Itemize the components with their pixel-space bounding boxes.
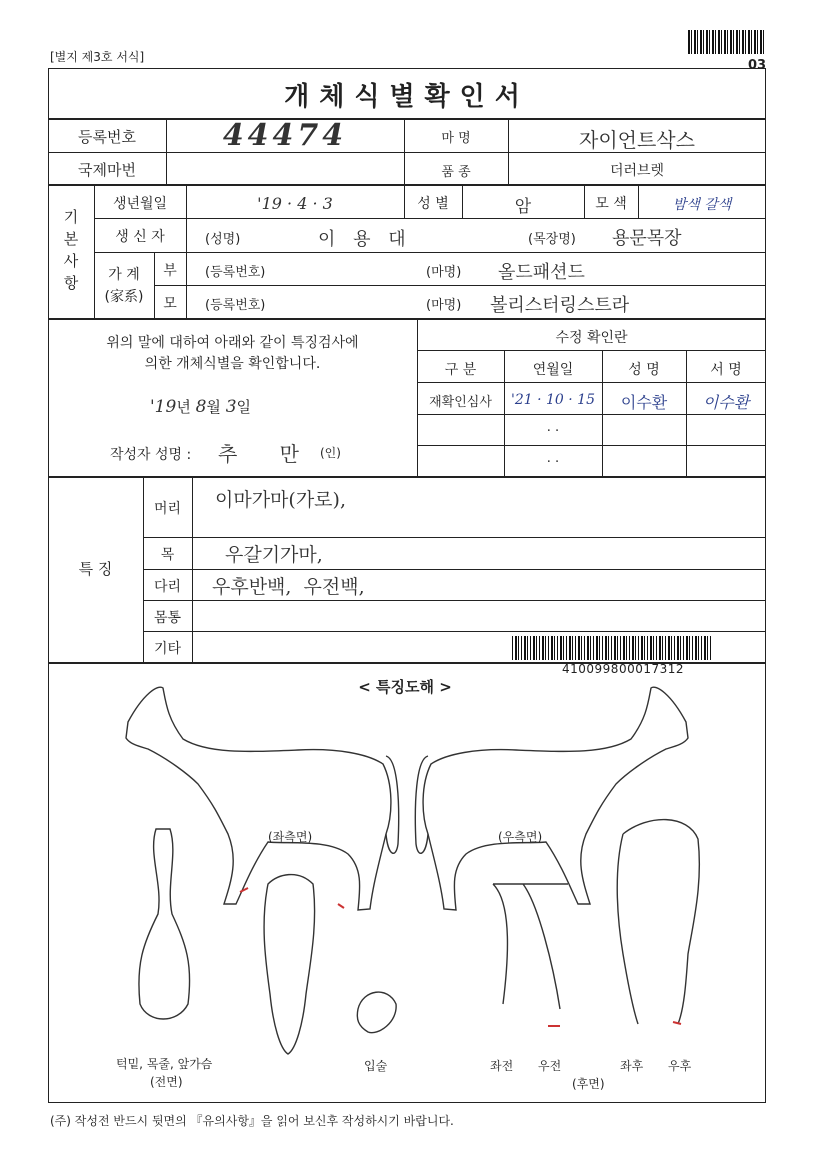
front-right-label: 우전 (538, 1059, 562, 1073)
feature-head-value: 이마가마(가로), (215, 489, 346, 511)
lips-label: 입술 (364, 1059, 388, 1073)
farm-label: (목장명) (528, 232, 576, 247)
confirm-date: '19년 8월 3일 (150, 397, 252, 417)
hind-left-label: 좌후 (620, 1059, 644, 1073)
dam-name-label: (마명) (426, 298, 462, 313)
chest-view (139, 829, 190, 1019)
revision-row-date: · · (546, 455, 560, 470)
feature-etc-label: 기타 (153, 641, 182, 657)
revision-row-type: 재확인심사 (429, 395, 492, 410)
diagram-title: < 특징도해 > (358, 678, 452, 696)
sex-label: 성 별 (417, 196, 449, 212)
rear-view-label: (후면) (572, 1077, 605, 1091)
rear-view (617, 820, 699, 1024)
basic-section-label: 기 본 사 항 (63, 208, 79, 292)
statement-line2: 의한 개체식별을 확인합니다. (144, 356, 321, 372)
revision-col-type: 구 분 (444, 362, 477, 378)
revision-row-date: '21 · 10 · 15 (511, 392, 595, 408)
footer-note: (주) 작성전 반드시 뒷면의 『유의사항』을 읽어 보신후 작성하시기 바랍니다. (50, 1114, 454, 1128)
pedigree-label: 가 계 (家系) (104, 267, 144, 305)
head-front-view (264, 875, 315, 1054)
breed-label: 품 종 (441, 165, 471, 180)
revision-row-name: 이수환 (620, 393, 668, 412)
sire-name-value: 올드패션드 (498, 262, 585, 283)
hind-right-label: 우후 (668, 1059, 692, 1073)
page-number: 03 (748, 58, 767, 73)
feature-body-label: 몸통 (153, 610, 182, 626)
feature-head-label: 머리 (153, 501, 182, 517)
revision-col-date: 연월일 (532, 362, 574, 378)
sire-label: 부 (163, 263, 177, 279)
dam-label: 모 (163, 296, 177, 312)
sire-name-label: (마명) (426, 265, 462, 280)
revision-row-sign: 이수환 (702, 393, 750, 412)
producer-name-label: (성명) (205, 232, 241, 247)
writer-value: 추 만 (218, 442, 317, 466)
reg-number-value: 44474 (222, 118, 348, 153)
barcode (512, 636, 712, 660)
writer-label: 작성자 성명 : (110, 447, 192, 463)
feature-neck-label: 목 (160, 547, 175, 563)
color-value: 밤색 갈색 (672, 197, 732, 213)
left-side-label: (좌측면) (268, 830, 313, 844)
sex-value: 암 (514, 197, 532, 217)
lips-view (357, 992, 396, 1033)
horse-diagrams (48, 664, 766, 1104)
intl-number-label: 국제마번 (78, 161, 136, 179)
right-side-horse (415, 687, 688, 910)
features-section-label: 특 징 (78, 560, 113, 578)
front-legs-view (493, 884, 568, 1009)
barcode-number: 410099800017312 (562, 662, 685, 676)
feature-legs-label: 다리 (153, 579, 182, 595)
revision-col-sign: 서 명 (710, 362, 742, 378)
producer-name-value: 이 용 대 (318, 229, 412, 250)
form-label: [별지 제3호 서식] (50, 50, 145, 64)
feature-legs-value: 우후반백, 우전백, (212, 576, 365, 598)
producer-label: 생 신 자 (115, 229, 165, 245)
document-title: 개체식별확인서 (284, 82, 530, 112)
statement-line1: 위의 말에 대하여 아래와 같이 특징검사에 (106, 335, 359, 351)
horse-name-label: 마 명 (441, 131, 471, 146)
front-view-label: (전면) (150, 1075, 183, 1089)
top-barcode (688, 30, 764, 54)
chest-label: 턱밑, 목줄, 앞가슴 (116, 1057, 213, 1071)
revision-row-date: · · (546, 424, 560, 439)
farm-value: 용문목장 (612, 228, 682, 249)
color-label: 모 색 (595, 196, 627, 212)
dam-reg-label: (등록번호) (205, 298, 266, 313)
feature-neck-value: 우갈기가마, (225, 544, 323, 566)
left-side-horse (126, 687, 399, 910)
dam-name-value: 볼리스터링스트라 (490, 295, 630, 316)
dob-label: 생년월일 (112, 196, 168, 212)
reg-number-label: 등록번호 (78, 128, 136, 146)
revision-title: 수정 확인란 (555, 330, 628, 346)
revision-col-name: 성 명 (628, 362, 660, 378)
breed-value: 더러브렛 (609, 163, 665, 179)
horse-name-value: 자이언트삭스 (579, 128, 695, 152)
right-side-label: (우측면) (498, 830, 543, 844)
seal-mark: (인) (320, 446, 341, 460)
sire-reg-label: (등록번호) (205, 265, 266, 280)
dob-value: '19 · 4 · 3 (257, 194, 333, 213)
front-left-label: 좌전 (490, 1059, 514, 1073)
